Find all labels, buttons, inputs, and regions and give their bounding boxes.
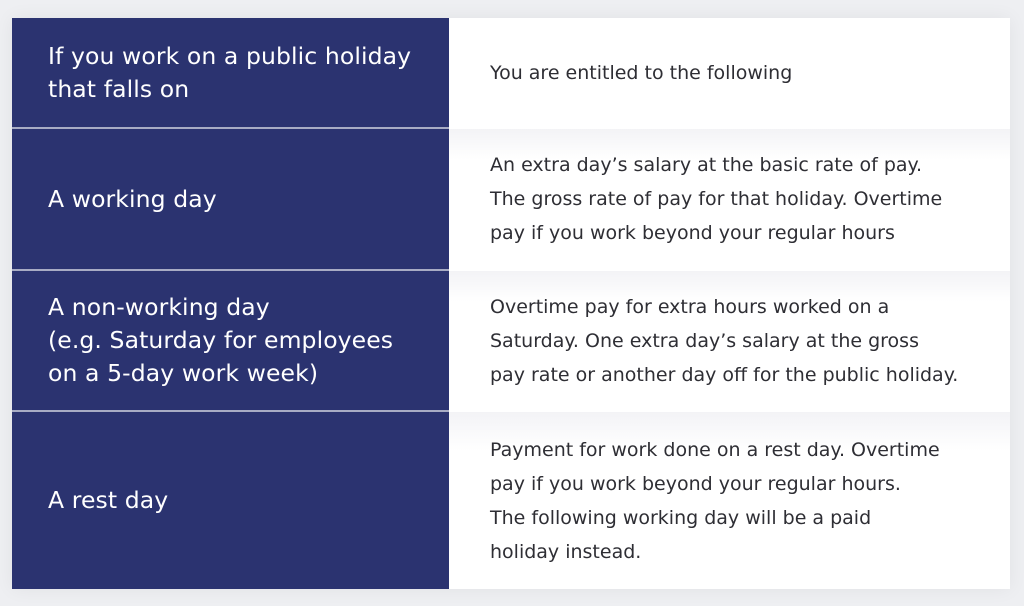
header-right-line-1: You are entitled to the following bbox=[490, 62, 793, 84]
row-1-right-line-3: pay if you work beyond your regular hours bbox=[490, 222, 895, 244]
public-holiday-pay-table bbox=[12, 18, 1010, 589]
row-1-right-line-2: The gross rate of pay for that holiday. Overtime bbox=[490, 188, 943, 210]
row-3-right-line-3: The following working day will be a paid bbox=[490, 506, 872, 529]
row-2-right-line-2: Saturday. One extra day’s salary at the gross bbox=[490, 329, 919, 352]
table-row bbox=[12, 412, 1010, 589]
row-1-right-cell bbox=[449, 129, 1010, 269]
header-left-line-1: If you work on a public holiday bbox=[48, 42, 412, 70]
row-3-left-line-1: A rest day bbox=[48, 486, 169, 514]
row-2-right-cell bbox=[449, 271, 1010, 410]
row-2-left-line-2: (e.g. Saturday for employees bbox=[48, 326, 394, 354]
row-3-left-cell bbox=[12, 412, 449, 589]
row-3-right-line-1: Payment for work done on a rest day. Overtime bbox=[490, 438, 940, 461]
row-3-right-cell bbox=[449, 412, 1010, 589]
row-2-right-line-3: pay rate or another day off for the public holiday. bbox=[490, 363, 959, 386]
row-1-right-line-1: An extra day’s salary at the basic rate of pay. bbox=[490, 154, 923, 176]
header-right-cell bbox=[449, 18, 1010, 128]
row-2-left-line-1: A non-working day bbox=[48, 293, 270, 321]
row-2-left-cell bbox=[12, 271, 449, 410]
table-header-row bbox=[12, 18, 1010, 128]
row-1-left-cell bbox=[12, 129, 449, 269]
table-row bbox=[12, 271, 1010, 410]
row-1-left-line-1: A working day bbox=[48, 184, 217, 213]
row-2-left-line-3: on a 5-day work week) bbox=[48, 359, 319, 387]
header-left-line-2: that falls on bbox=[48, 75, 190, 103]
row-3-right-line-2: pay if you work beyond your regular hours. bbox=[490, 472, 901, 495]
table-row bbox=[12, 129, 1010, 269]
header-left-cell bbox=[12, 18, 449, 128]
row-3-right-line-4: holiday instead. bbox=[490, 540, 642, 563]
row-2-right-line-1: Overtime pay for extra hours worked on a bbox=[490, 295, 890, 318]
